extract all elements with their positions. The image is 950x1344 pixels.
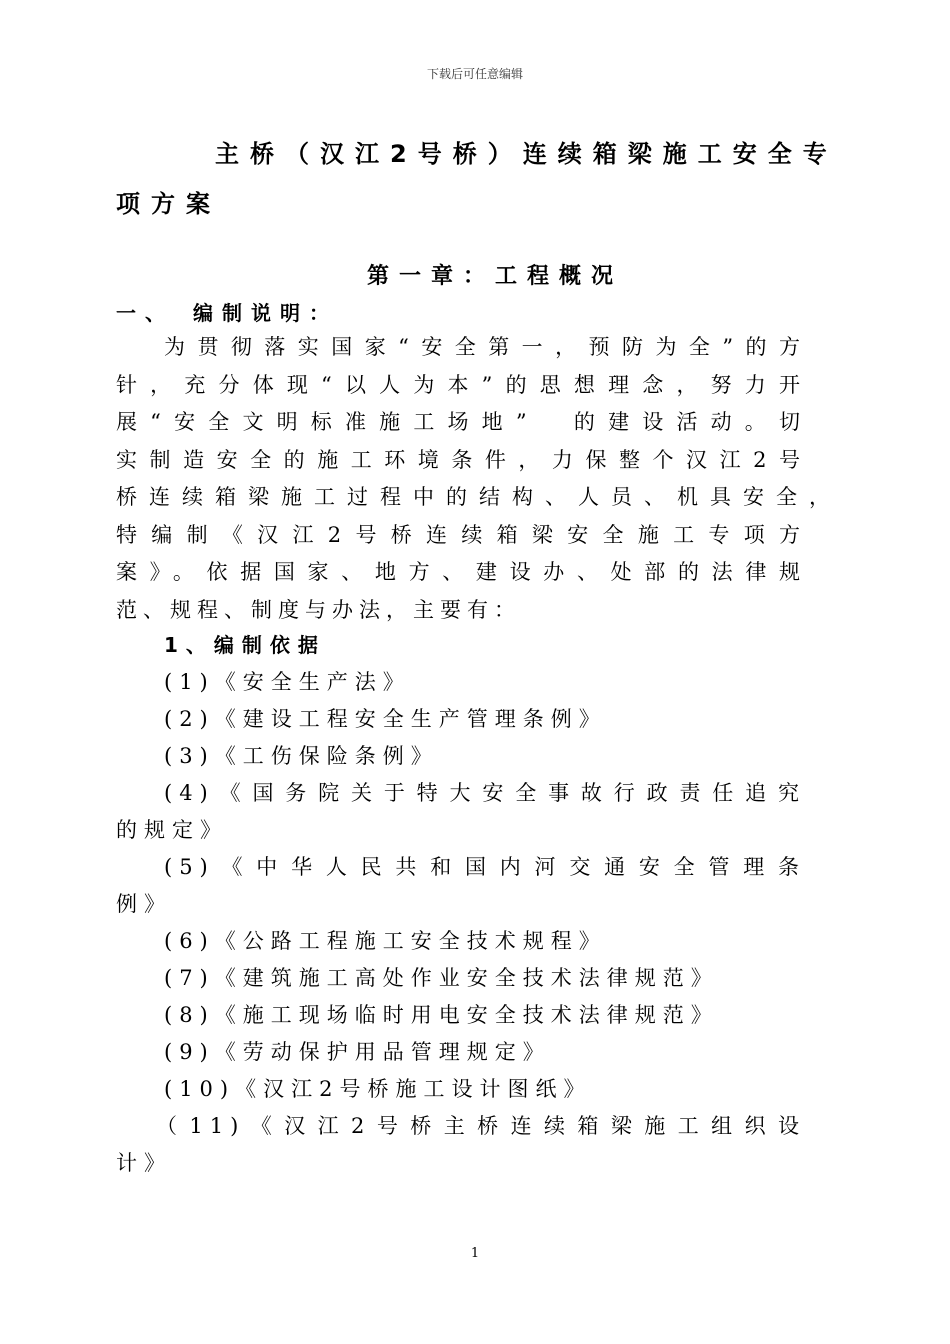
list-item [116, 849, 806, 923]
paragraph-line: 展“安全文明标准施工场地” 的建设活动。切 [116, 410, 806, 434]
list-item [116, 997, 806, 1034]
paragraph-line: 桥连续箱梁施工过程中的结构、人员、机具安全， [116, 485, 836, 509]
reference-line: (8)《施工现场临时用电安全技术法律规范》 [164, 1003, 719, 1027]
reference-line: (10)《汉江2号桥施工设计图纸》 [164, 1077, 592, 1101]
list-item [116, 701, 806, 738]
list-item [116, 664, 806, 701]
list-item [116, 1071, 806, 1108]
paragraph-line: 为贯彻落实国家“安全第一，预防为全”的方 [164, 335, 806, 359]
list-item [116, 738, 806, 775]
reference-line: (4)《国务院关于特大安全事故行政责任追究 [164, 781, 806, 805]
paragraph-line: 范、规程、制度与办法，主要有： [116, 597, 521, 622]
list-item [116, 960, 806, 997]
intro-paragraph [116, 329, 836, 629]
reference-line: 的规定》 [116, 818, 228, 842]
reference-line: (7)《建筑施工高处作业安全技术法律规范》 [164, 966, 719, 990]
document-title-line-1: 主桥（汉江2号桥）连续箱梁施工安全专 [215, 140, 838, 168]
reference-line: (2)《建设工程安全生产管理条例》 [164, 707, 607, 731]
reference-line: 例》 [116, 892, 172, 916]
list-item [116, 923, 806, 960]
document-title-line-2: 项方案 [116, 190, 221, 218]
reference-line: (3)《工伤保险条例》 [164, 744, 439, 768]
list-item [116, 1108, 806, 1182]
paragraph-line: 实制造安全的施工环境条件，力保整个汉江2号 [116, 447, 806, 472]
reference-line: (9)《劳动保护用品管理规定》 [164, 1040, 551, 1064]
reference-line: (6)《公路工程施工安全技术规程》 [164, 929, 607, 953]
reference-line: (5)《中华人民共和国内河交通安全管理条 [164, 855, 806, 879]
section-heading: 一、 编制说明： [116, 301, 338, 325]
reference-list [116, 664, 806, 1182]
paragraph-line: 案》。依据国家、地方、建设办、处部的法律规 [116, 560, 806, 584]
chapter-heading: 第一章：工程概况 [367, 264, 624, 289]
page-number: 1 [470, 1246, 480, 1261]
list-item [116, 1034, 806, 1071]
reference-line: (1)《安全生产法》 [164, 670, 411, 694]
reference-line: （11)《汉江2号桥主桥连续箱梁施工组织设 [156, 1114, 806, 1138]
paragraph-line: 特编制《汉江2号桥连续箱梁安全施工专项方 [116, 522, 806, 547]
header-note: 下载后可任意编辑 [426, 67, 523, 81]
basis-heading: 1、编制依据 [164, 633, 326, 657]
list-item [116, 775, 806, 849]
paragraph-line: 针，充分体现“以人为本”的思想理念，努力开 [116, 372, 806, 397]
reference-line: 计》 [116, 1151, 172, 1175]
